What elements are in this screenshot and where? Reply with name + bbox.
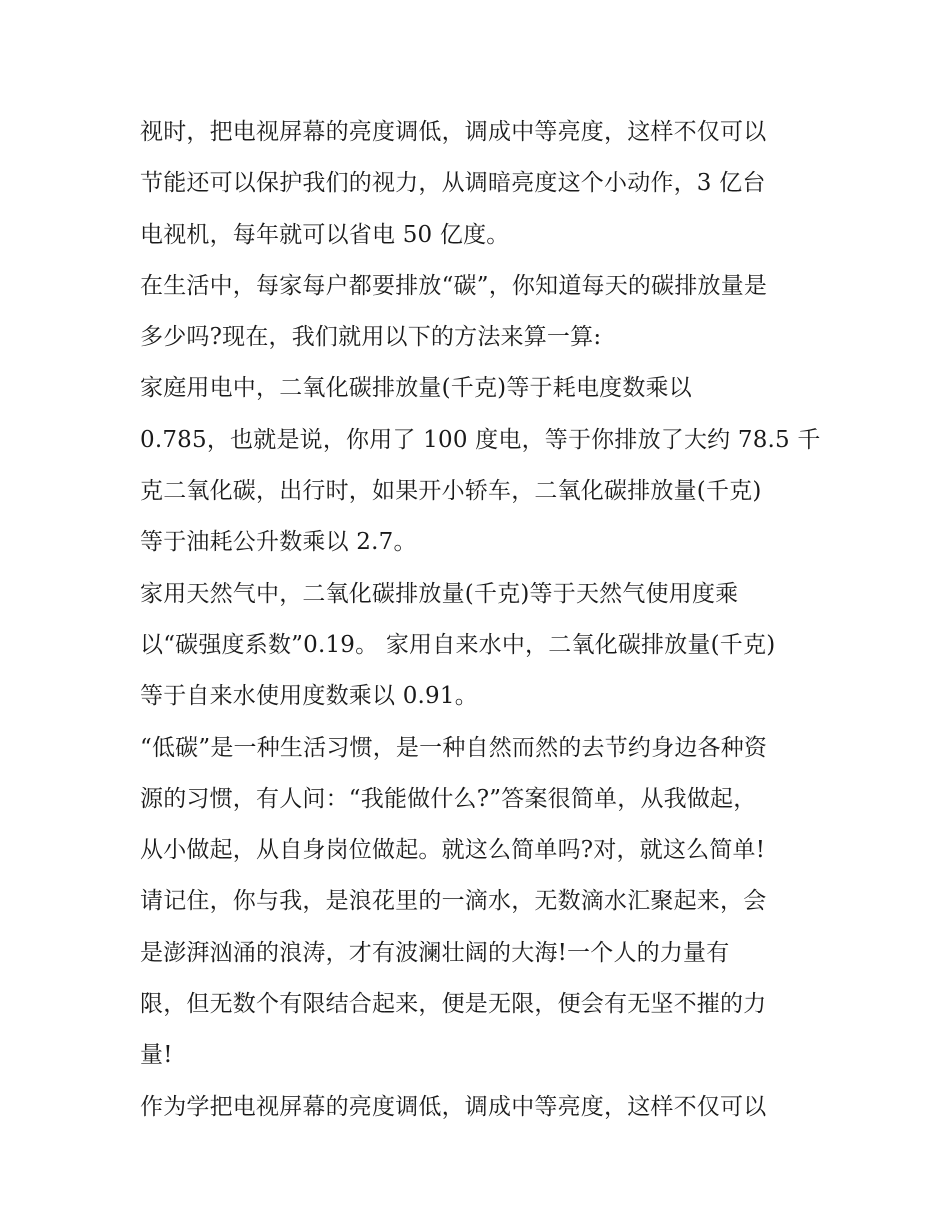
text-line: 视时，把电视屏幕的亮度调低，调成中等亮度，这样不仅可以 — [140, 119, 767, 145]
text-line: 作为学把电视屏幕的亮度调低，调成中等亮度，这样不仅可以 — [140, 1093, 767, 1120]
text-line: 等于自来水使用度数乘以 0.91。 — [140, 683, 478, 710]
text-line: 源的习惯，有人问：“我能做什么?”答案很简单，从我做起， — [140, 785, 757, 812]
body-text — [140, 107, 830, 1133]
text-line: 请记住，你与我，是浪花里的一滴水，无数滴水汇聚起来，会 — [140, 888, 767, 915]
text-line: 在生活中，每家每户都要排放“碳”，你知道每天的碳排放量是 — [140, 272, 768, 299]
text-line: 家庭用电中，二氧化碳排放量(千克)等于耗电度数乘以 — [140, 375, 692, 402]
text-line: “低碳”是一种生活习惯，是一种自然而然的去节约身边各种资 — [140, 734, 768, 761]
text-line: 0.785，也就是说，你用了 100 度电，等于你排放了大约 78.5 千 — [140, 426, 821, 453]
text-line: 节能还可以保护我们的视力，从调暗亮度这个小动作，3 亿台 — [140, 170, 766, 197]
text-line: 从小做起，从自身岗位做起。就这么简单吗?对，就这么简单! — [140, 837, 766, 864]
text-line: 多少吗?现在，我们就用以下的方法来算一算: — [140, 324, 602, 351]
text-line: 克二氧化碳，出行时，如果开小轿车，二氧化碳排放量(千克) — [140, 478, 762, 505]
text-line: 等于油耗公升数乘以 2.7。 — [140, 529, 417, 556]
text-line: 以“碳强度系数”0.19。 家用自来水中，二氧化碳排放量(千克) — [140, 631, 776, 658]
text-line: 是澎湃汹涌的浪涛，才有波澜壮阔的大海!一个人的力量有 — [140, 939, 730, 966]
text-line: 电视机，每年就可以省电 50 亿度。 — [140, 221, 510, 248]
text-line: 家用天然气中，二氧化碳排放量(千克)等于天然气使用度乘 — [140, 580, 739, 607]
text-line: 量! — [140, 1042, 173, 1069]
text-line: 限，但无数个有限结合起来，便是无限，便会有无坚不摧的力 — [140, 991, 767, 1018]
